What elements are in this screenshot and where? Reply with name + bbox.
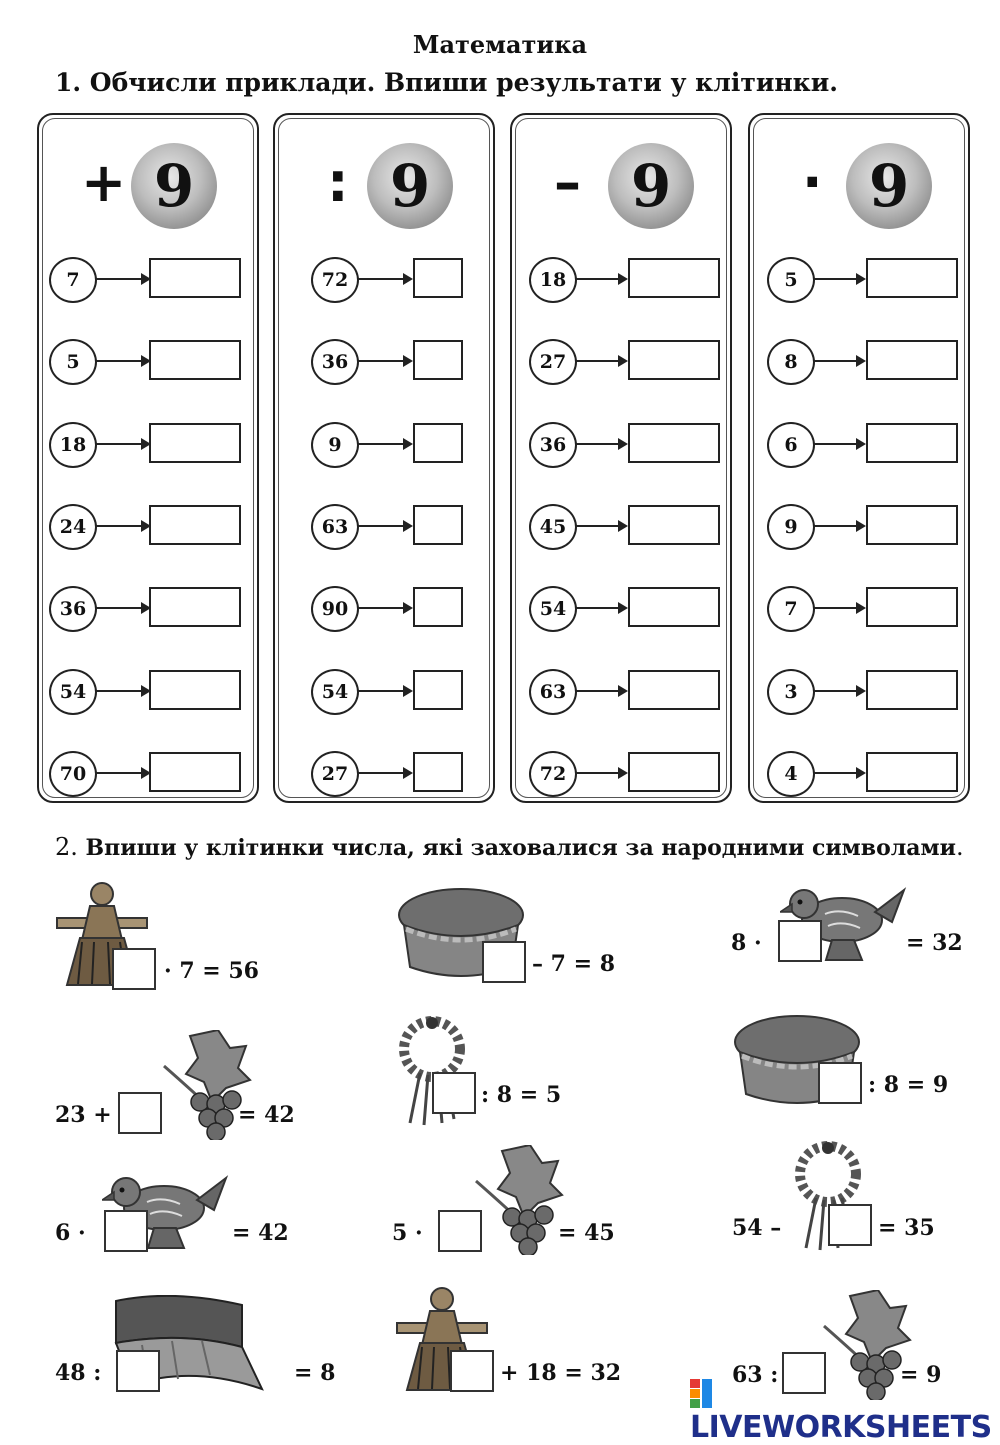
answer-box[interactable]: [413, 258, 463, 298]
answer-box[interactable]: [828, 1204, 872, 1246]
answer-box[interactable]: [116, 1350, 160, 1392]
arrow-icon: [575, 772, 626, 774]
answer-box[interactable]: [866, 423, 958, 463]
answer-box[interactable]: [149, 587, 241, 627]
equation-text: 5 ·: [392, 1220, 423, 1246]
task-period: .: [955, 833, 964, 861]
logo-mark-icon: [690, 1379, 714, 1409]
answer-box[interactable]: [628, 670, 720, 710]
equation-text: = 45: [558, 1220, 615, 1246]
input-number: 4: [767, 751, 815, 797]
number-ball: 9: [367, 143, 453, 229]
input-number: 36: [529, 422, 577, 468]
arrow-icon: [357, 690, 411, 692]
answer-box[interactable]: [628, 505, 720, 545]
equation-text: : 8 = 5: [481, 1082, 562, 1108]
arrow-icon: [813, 772, 864, 774]
equation-text: = 32: [906, 930, 963, 956]
task-1-instruction: 1. Обчисли приклади. Впиши результати у клітинки.: [55, 68, 838, 97]
arrow-icon: [357, 443, 411, 445]
arrow-icon: [95, 772, 149, 774]
arrow-icon: [813, 360, 864, 362]
input-number: 5: [767, 257, 815, 303]
answer-box[interactable]: [628, 258, 720, 298]
division-sign: :: [327, 151, 349, 214]
answer-box[interactable]: [778, 920, 822, 962]
answer-box[interactable]: [413, 587, 463, 627]
answer-box[interactable]: [149, 340, 241, 380]
arrow-icon: [575, 278, 626, 280]
liveworksheets-logo: [690, 1375, 1000, 1445]
arrow-icon: [95, 443, 149, 445]
answer-box[interactable]: [866, 505, 958, 545]
answer-box[interactable]: [149, 258, 241, 298]
multiplication-sign: ·: [802, 151, 823, 214]
equation-text: 23 +: [55, 1102, 112, 1128]
equation-text: = 35: [878, 1215, 935, 1241]
task-2-instruction: [55, 833, 964, 861]
answer-box[interactable]: [413, 752, 463, 792]
answer-box[interactable]: [818, 1062, 862, 1104]
equation-text: 54 –: [732, 1215, 782, 1241]
equation-text: = 42: [238, 1102, 295, 1128]
arrow-icon: [357, 278, 411, 280]
input-number: 63: [529, 669, 577, 715]
input-number: 3: [767, 669, 815, 715]
answer-box[interactable]: [628, 752, 720, 792]
arrow-icon: [95, 690, 149, 692]
arrow-icon: [575, 360, 626, 362]
input-number: 9: [767, 504, 815, 550]
input-number: 72: [529, 751, 577, 797]
arrow-icon: [95, 360, 149, 362]
input-number: 7: [767, 586, 815, 632]
equation-text: = 9: [900, 1362, 942, 1388]
arrow-icon: [813, 690, 864, 692]
page-title: Математика: [412, 30, 588, 59]
input-number: 72: [311, 257, 359, 303]
column-multiplication: [748, 113, 970, 803]
equation-text: 48 :: [55, 1360, 102, 1386]
input-number: 7: [49, 257, 97, 303]
input-number: 90: [311, 586, 359, 632]
answer-box[interactable]: [866, 670, 958, 710]
answer-box[interactable]: [628, 587, 720, 627]
arrow-icon: [95, 607, 149, 609]
answer-box[interactable]: [438, 1210, 482, 1252]
minus-sign: –: [554, 151, 581, 214]
answer-box[interactable]: [866, 258, 958, 298]
arrow-icon: [357, 525, 411, 527]
equation-text: 63 :: [732, 1362, 779, 1388]
answer-box[interactable]: [482, 941, 526, 983]
input-number: 70: [49, 751, 97, 797]
equation-text: = 42: [232, 1220, 289, 1246]
input-number: 54: [529, 586, 577, 632]
answer-box[interactable]: [149, 423, 241, 463]
input-number: 24: [49, 504, 97, 550]
arrow-icon: [575, 443, 626, 445]
input-number: 54: [49, 669, 97, 715]
answer-box[interactable]: [450, 1350, 494, 1392]
answer-box[interactable]: [628, 423, 720, 463]
equation-text: 8 ·: [731, 930, 762, 956]
equation-text: = 8: [294, 1360, 336, 1386]
input-number: 27: [311, 751, 359, 797]
arrow-icon: [95, 525, 149, 527]
arrow-icon: [575, 525, 626, 527]
column-division: [273, 113, 495, 803]
answer-box[interactable]: [149, 670, 241, 710]
arrow-icon: [357, 772, 411, 774]
input-number: 27: [529, 339, 577, 385]
answer-box[interactable]: [413, 505, 463, 545]
equation-text: – 7 = 8: [532, 951, 616, 977]
equation-text: : 8 = 9: [868, 1072, 949, 1098]
input-number: 8: [767, 339, 815, 385]
answer-box[interactable]: [432, 1072, 476, 1114]
number-ball: 9: [608, 143, 694, 229]
arrow-icon: [575, 690, 626, 692]
answer-box[interactable]: [149, 752, 241, 792]
number-ball: 9: [131, 143, 217, 229]
number-ball: 9: [846, 143, 932, 229]
arrow-icon: [813, 443, 864, 445]
task-number: 2.: [55, 833, 78, 861]
task-text: Впиши у клітинки числа, які заховалися за народними символами: [85, 835, 956, 861]
arrow-icon: [357, 360, 411, 362]
input-number: 9: [311, 422, 359, 468]
input-number: 6: [767, 422, 815, 468]
answer-box[interactable]: [149, 505, 241, 545]
input-number: 18: [529, 257, 577, 303]
answer-box[interactable]: [866, 752, 958, 792]
answer-box[interactable]: [104, 1210, 148, 1252]
answer-box[interactable]: [413, 670, 463, 710]
arrow-icon: [813, 525, 864, 527]
equation-text: 6 ·: [55, 1220, 86, 1246]
arrow-icon: [813, 607, 864, 609]
input-number: 54: [311, 669, 359, 715]
input-number: 36: [311, 339, 359, 385]
input-number: 63: [311, 504, 359, 550]
answer-box[interactable]: [413, 340, 463, 380]
equation-text: · 7 = 56: [164, 958, 259, 984]
logo-text: LIVEWORKSHEETS: [690, 1410, 992, 1445]
input-number: 18: [49, 422, 97, 468]
arrow-icon: [357, 607, 411, 609]
answer-box[interactable]: [866, 340, 958, 380]
answer-box[interactable]: [628, 340, 720, 380]
input-number: 36: [49, 586, 97, 632]
arrow-icon: [813, 278, 864, 280]
equation-text: + 18 = 32: [500, 1360, 622, 1386]
answer-box[interactable]: [112, 948, 156, 990]
column-addition: [37, 113, 259, 803]
answer-box[interactable]: [413, 423, 463, 463]
column-subtraction: [510, 113, 732, 803]
input-number: 45: [529, 504, 577, 550]
plus-sign: +: [81, 151, 127, 214]
answer-box[interactable]: [866, 587, 958, 627]
input-number: 5: [49, 339, 97, 385]
answer-box[interactable]: [118, 1092, 162, 1134]
arrow-icon: [95, 278, 149, 280]
arrow-icon: [575, 607, 626, 609]
